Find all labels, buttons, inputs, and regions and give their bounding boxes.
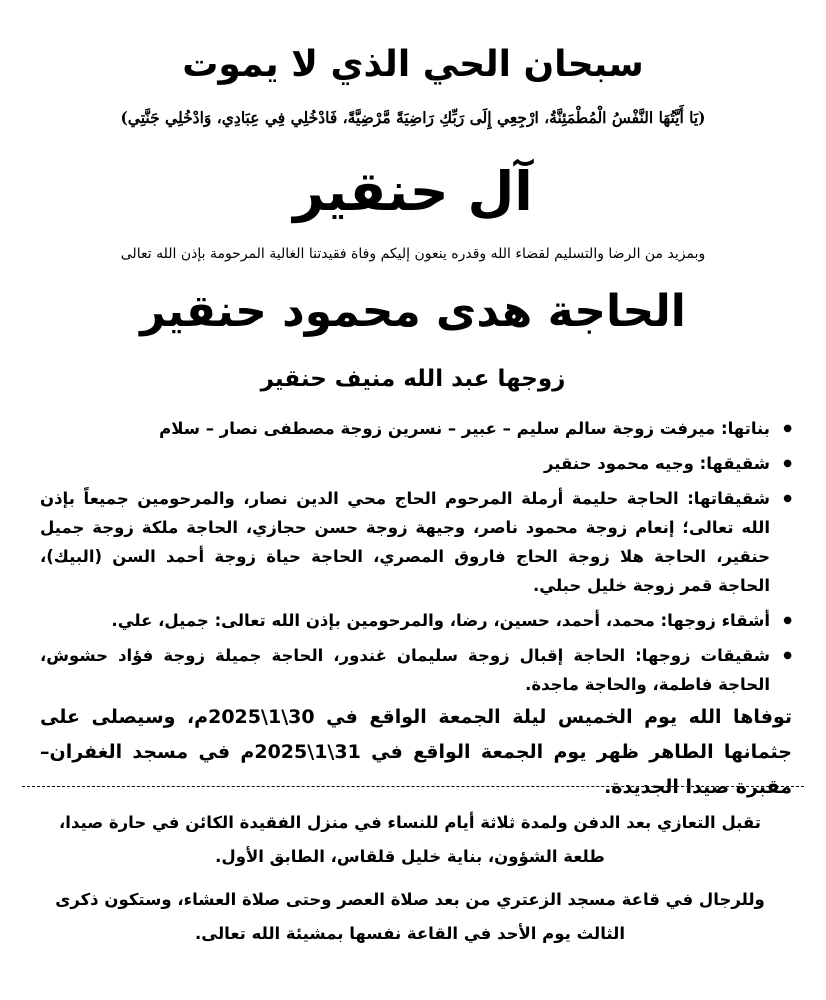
list-item-sisters: ● شقيقاتها: الحاجة حليمة أرملة المرحوم الحاج محي الدين نصار، والمرحومين جميعاً بإذن الله تعالى؛ إنعام زوجة محمود ناصر، وجيهة زوجة حسن حجازي، الحاجة ملكة زوجة جميل حنقير، الحاجة هلا زوجة الحاج فاروق المصري، الحاجة حياة زوجة أحمد السن (البيك)، الحاجة قمر زوجة خليل حبلي.	[40, 484, 770, 600]
page-title: سبحان الحي الذي لا يموت	[182, 44, 644, 85]
list-item-husband-brothers: ● أشقاء زوجها: محمد، أحمد، حسين، رضا، والمرحومين بإذن الله تعالى: جميل، علي.	[40, 606, 770, 635]
deceased-name: الحاجة هدى محمود حنقير	[140, 286, 686, 337]
relatives-list	[40, 414, 792, 705]
death-notice: توفاها الله يوم الخميس ليلة الجمعة الواقع في 30\1\2025م، وسيصلى على جثمانها الطاهر ظهر يوم الجمعة الواقع في 31\1\2025م في مسجد الغفران– مقبرة صيدا الجديدة.	[40, 706, 793, 798]
announcement-intro: وبمزيد من الرضا والتسليم لقضاء الله وقدره ينعون إليكم وفاة فقيدتنا الغالية المرحومة بإذن الله تعالى	[120, 246, 706, 262]
dashed-divider	[22, 786, 804, 787]
list-item-daughters: ● بناتها: ميرفت زوجة سالم سليم – عبير – نسرين زوجة مصطفى نصار – سلام	[40, 414, 770, 443]
quran-verse: (يَا أَيَّتُهَا النَّفْسُ الْمُطْمَئِنَّةُ، ارْجِعِي إِلَى رَبِّكِ رَاضِيَةً مَّرْضِيَّةً، فَادْخُلِي فِي عِبَادِي، وَادْخُلِي جَنَّتِي)	[120, 108, 706, 127]
condolences-men: وللرجال في قاعة مسجد الزعتري من بعد صلاة العصر وحتى صلاة العشاء، وستكون ذكرى الثالث يوم الأحد في القاعة نفسها بمشيئة الله تعالى.	[55, 890, 765, 943]
list-item-brother: ● شقيقها: وجيه محمود حنقير	[40, 449, 770, 478]
husband-line: زوجها عبد الله منيف حنقير	[260, 366, 566, 392]
list-item-husband-sisters: ● شقيقات زوجها: الحاجة إقبال زوجة سليمان غندور، الحاجة جميلة زوجة فؤاد حشوش، الحاجة فاطمة، والحاجة ماجدة.	[40, 641, 770, 699]
family-name: آل حنقير	[293, 160, 533, 223]
condolences-women: تقبل التعازي بعد الدفن ولمدة ثلاثة أيام للنساء في منزل الفقيدة الكائن في حارة صيدا، طلعة الشؤون، بناية خليل قلقاس، الطابق الأول.	[59, 813, 761, 866]
